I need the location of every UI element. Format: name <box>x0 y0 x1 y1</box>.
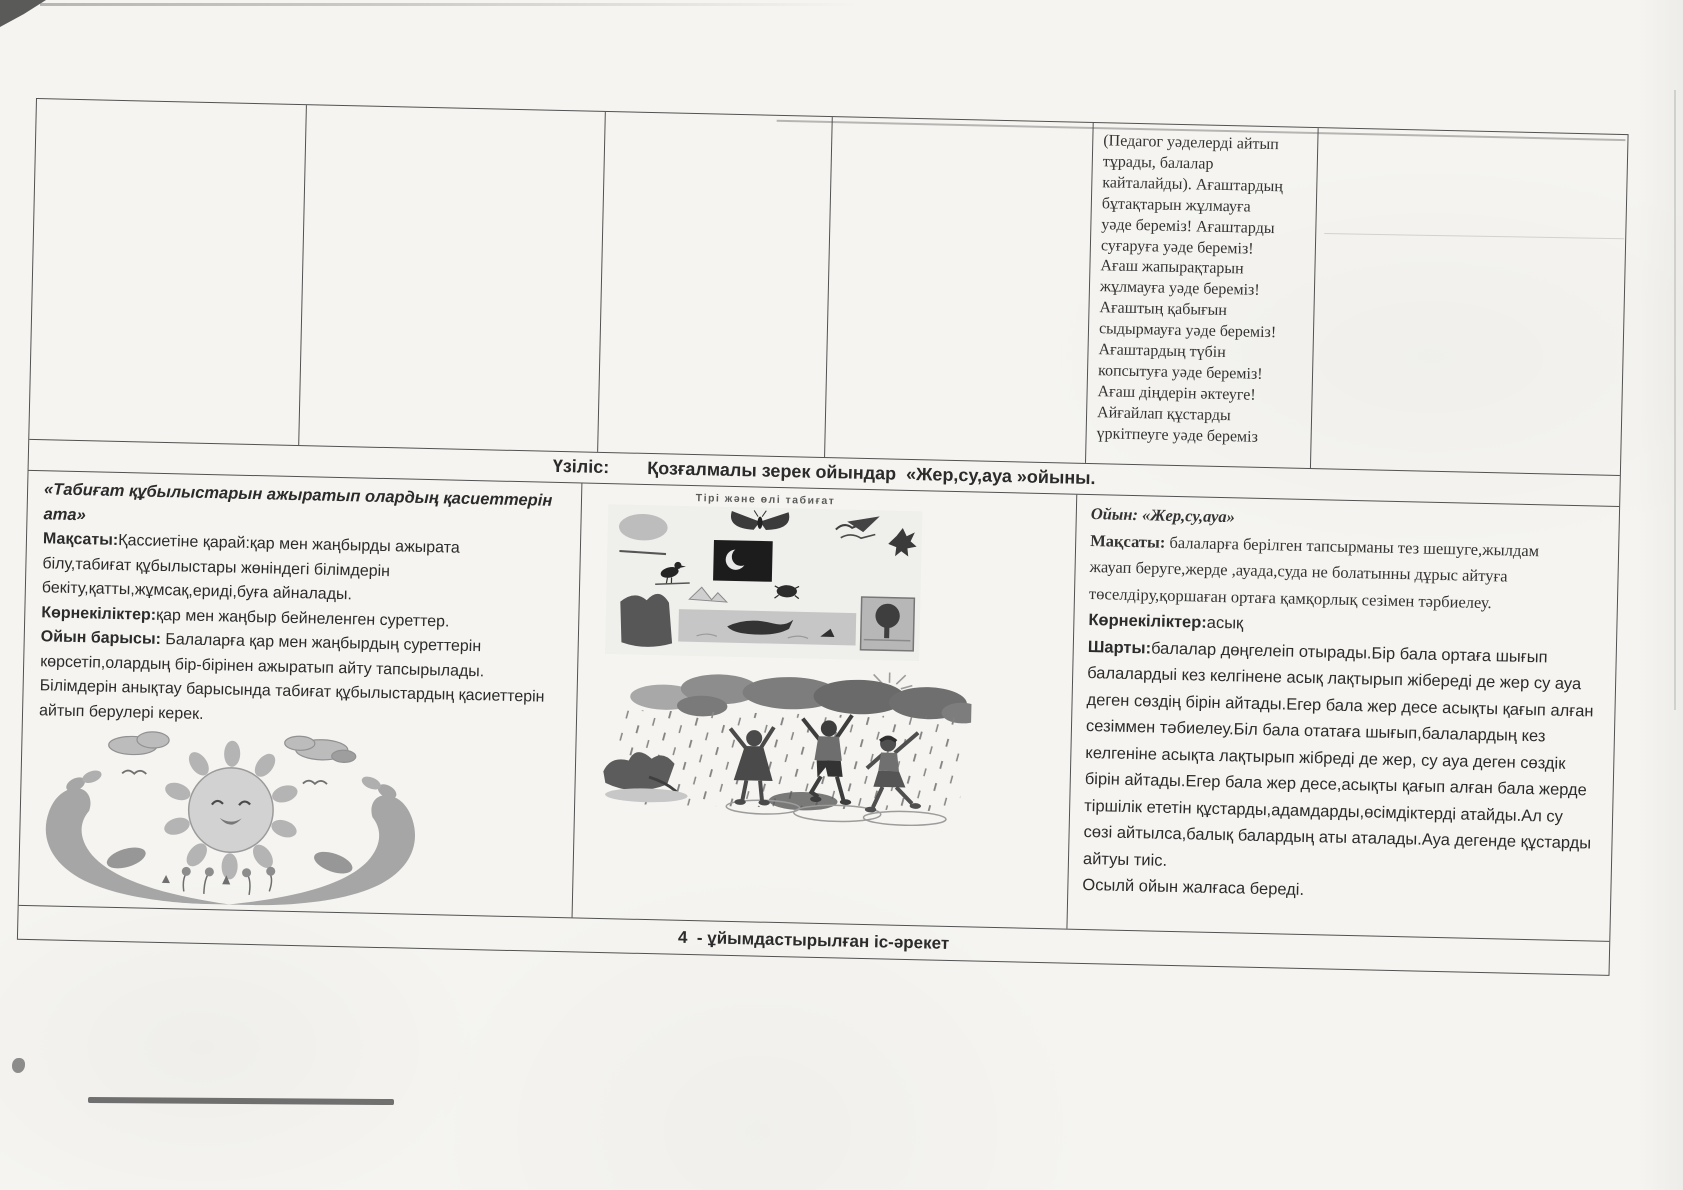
promise-line: Ағаш діңдерін әктеуге! <box>1097 383 1256 404</box>
left-game-cell <box>19 471 583 917</box>
promise-line: Ағаштардың түбін <box>1098 341 1226 362</box>
cloud-left-icon <box>109 731 170 755</box>
game-text-line: тіршілік ететін құстарды,адамдарды,өсімдіктерді атайды.Ал су <box>1084 796 1564 826</box>
promise-line: копсытуға уәде береміз! <box>1097 362 1263 383</box>
promise-line: тұрады, балалар <box>1102 153 1214 173</box>
game-text-line: Мақсаты:Қассиетіне қарай:қар мен жаңбырды ажырата <box>42 530 460 557</box>
game-text-line: сөзі айтылса,балық балардың аты аталады.Ауа дегенде құстарды <box>1083 822 1592 853</box>
bird-icon <box>122 770 146 774</box>
left-game-text <box>39 527 572 735</box>
promise-line: Ағаштың қабығын <box>1099 299 1228 320</box>
left-game-title-line: «Табиғат құбылыстарын ажыратып олардың қасиеттерін <box>43 480 553 510</box>
cloud-right-icon <box>284 736 356 763</box>
whale-scene <box>678 609 856 645</box>
game-text-line: балалардыі кез келгінене асық лақтырып жібереді де жер су ауа <box>1087 663 1582 694</box>
rain-children-illustration <box>590 666 972 864</box>
empty-cell-4 <box>825 117 1094 463</box>
game-text-line: Осылй ойын жалғаса береді. <box>1082 875 1305 899</box>
forest-icon <box>619 593 673 647</box>
left-game-title-line: ата» <box>43 505 86 525</box>
table-top-row <box>29 99 1627 476</box>
promise-line: Айғайлап құстарды <box>1096 403 1231 424</box>
game-text-line: айтып берулері керек. <box>38 701 204 723</box>
promise-line: Ағаш жапырақтарын <box>1100 257 1244 278</box>
promise-line: уәде береміз! Ағаштарды <box>1101 215 1275 237</box>
scan-artifact-paper-edge <box>1637 0 1683 1190</box>
game-text-line: білу,табиғат құбылыстары жөніндегі білімдерін <box>42 554 391 580</box>
nature-collage-image <box>605 504 923 661</box>
game-text-line: Мақсаты: балаларға берілген тапсырманы тез шешуге,жылдам <box>1090 530 1540 560</box>
crescent-moon-icon <box>713 540 773 582</box>
scan-artifact-edge-line <box>1674 90 1676 710</box>
promise-text-cell <box>1086 123 1319 468</box>
promise-line: (Педагог уәделерді айтып <box>1103 132 1279 154</box>
hands-sun-illustration <box>33 727 429 911</box>
promise-line: сыдырмауға уәде береміз! <box>1098 320 1277 342</box>
promise-line: жұлмауға уәде береміз! <box>1099 278 1260 300</box>
game-text-line: Көрнекіліктер:асық <box>1088 611 1244 633</box>
game-text-line: сезіммен тәбиелеу.Біл бала отатаға шығып,балалардың кез <box>1085 716 1546 746</box>
framed-landscape-icon <box>861 597 915 651</box>
empty-cell-3 <box>598 112 833 457</box>
game-text-line: төселдіру,қоршаған ортаға қамқорлық сезімен тәрбиелеу. <box>1088 583 1492 612</box>
games-row <box>19 471 1619 941</box>
game-text-line: көрсетіп,олардың бір-бірінен ажыратып айту тапсырылады. <box>40 652 485 680</box>
pictures-cell <box>573 483 1078 928</box>
promise-line: бұтақтарын жұлмауға <box>1101 194 1251 216</box>
sun-face <box>188 767 274 853</box>
scan-artifact-top-edge <box>40 3 860 6</box>
scan-artifact-speck <box>12 1058 25 1073</box>
game-text-line: бірін айтады.Егер бала жер десе,асықты қағып алған бала жерде <box>1084 769 1588 800</box>
game-text-line: жауап беруге,жерде ,ауада,суда не болатынны дұрыс айтуға <box>1089 557 1508 586</box>
game-text-line: келгеніне асықта лақтырып жібреді де жер, су ауа деген сөздік <box>1085 743 1566 773</box>
break-title: Қозғалмалы зерек ойындар «Жер,су,ауа »ойыны. <box>647 457 1096 489</box>
promise-line: кайталайды). Ағаштардың <box>1102 174 1284 196</box>
game-text-line: Көрнекіліктер:қар мен жаңбыр бейнеленген суреттер. <box>41 603 450 631</box>
game-text-line: Ойын: «Жер,су,ауа» <box>1090 504 1236 527</box>
scan-artifact-bottom-strip <box>88 1097 394 1105</box>
lesson-plan-table <box>17 98 1629 976</box>
break-label: Үзіліс: <box>552 455 610 478</box>
bird-icon <box>303 781 327 785</box>
right-game-cell <box>1067 495 1619 941</box>
promise-line: суғаруға уәде береміз! <box>1100 236 1254 258</box>
empty-cell-2 <box>299 105 606 452</box>
game-text-line: бекіту,қатты,жұмсақ,ериді,буға айналады. <box>41 579 353 604</box>
game-text-line: айтуы тиіс. <box>1082 849 1168 870</box>
game-text-line: деген сөздің бірін айтады.Егер бала жер десе асықты қағып алған <box>1086 690 1594 720</box>
game-text-line: Шарты:балалар дөңгелеіп отырады.Бір бала ортаға шығып <box>1087 637 1548 666</box>
promise-line: үркітпеуге уәде береміз <box>1096 424 1259 446</box>
empty-cell-1 <box>29 99 307 445</box>
footer-title: 4 - ұйымдастырылған іс-әрекет <box>677 927 950 953</box>
collage-caption: Тірі және өлі табиғат <box>695 492 836 508</box>
game-text-line: Ойын барысы: Балаларға қар мен жаңбырдың суреттерін <box>40 628 482 656</box>
empty-cell-5 <box>1311 128 1628 475</box>
game-text-line: Білімдерін анықтау барысында табиғат құбылыстардың қасиеттерін <box>39 677 545 706</box>
